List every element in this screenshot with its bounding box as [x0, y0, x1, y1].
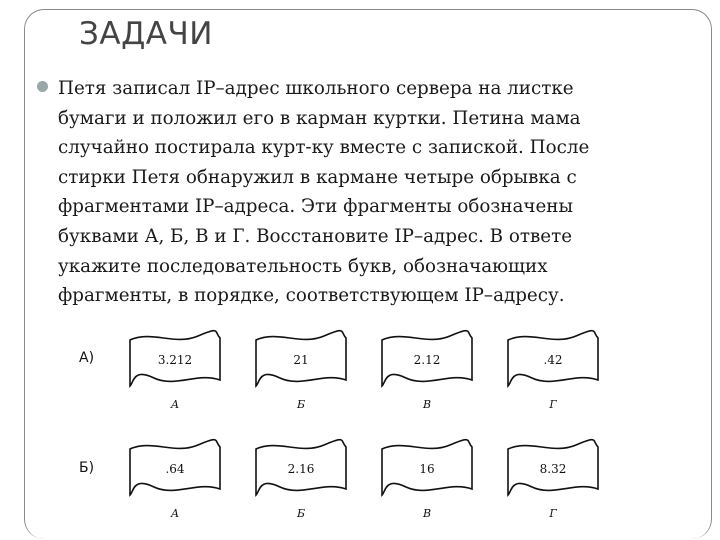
- fragment-value: 2.12: [413, 353, 441, 367]
- fragment-letter: В: [422, 507, 432, 520]
- text-line: случайно постирала курт-ку вместе с запиской. После: [58, 137, 590, 159]
- text-line: стирки Петя обнаружил в кармане четыре обрывка с: [58, 166, 577, 188]
- text-line: фрагментами IP–адреса. Эти фрагменты обозначены: [58, 196, 574, 218]
- fragment-letter: А: [170, 507, 180, 520]
- fragment-value: 3.212: [157, 353, 193, 367]
- fragment-letter: В: [422, 398, 432, 411]
- text-line: бумаги и положил его в карман куртки. Петина мама: [58, 107, 581, 129]
- problem-label-b: Б): [79, 460, 95, 476]
- text-line: укажите последовательность букв, обозначающих: [58, 255, 548, 277]
- fragment-letter: Б: [296, 398, 306, 411]
- text-line: Петя записал IP–адрес школьного сервера на листке: [58, 78, 574, 99]
- fragment-letter: Г: [549, 398, 557, 411]
- fragment-value: .42: [543, 353, 563, 367]
- fragment-letter: А: [170, 398, 180, 411]
- fragment-value: .64: [165, 462, 185, 476]
- fragment-letter: Б: [296, 507, 306, 520]
- fragment-value: 16: [419, 462, 435, 476]
- fragment-value: 8.32: [539, 462, 567, 476]
- text-line: фрагменты, в порядке, соответствующем IP–адресу.: [58, 285, 565, 307]
- fragment-value: 21: [293, 353, 309, 367]
- problem-label-a: А): [79, 350, 95, 366]
- fragment-letter: Г: [549, 507, 557, 520]
- text-line: буквами А, Б, В и Г. Восстановите IP–адрес. В ответе: [58, 225, 573, 247]
- fragment-value: 2.16: [287, 462, 315, 476]
- slide-title: ЗАДАЧИ: [79, 16, 213, 52]
